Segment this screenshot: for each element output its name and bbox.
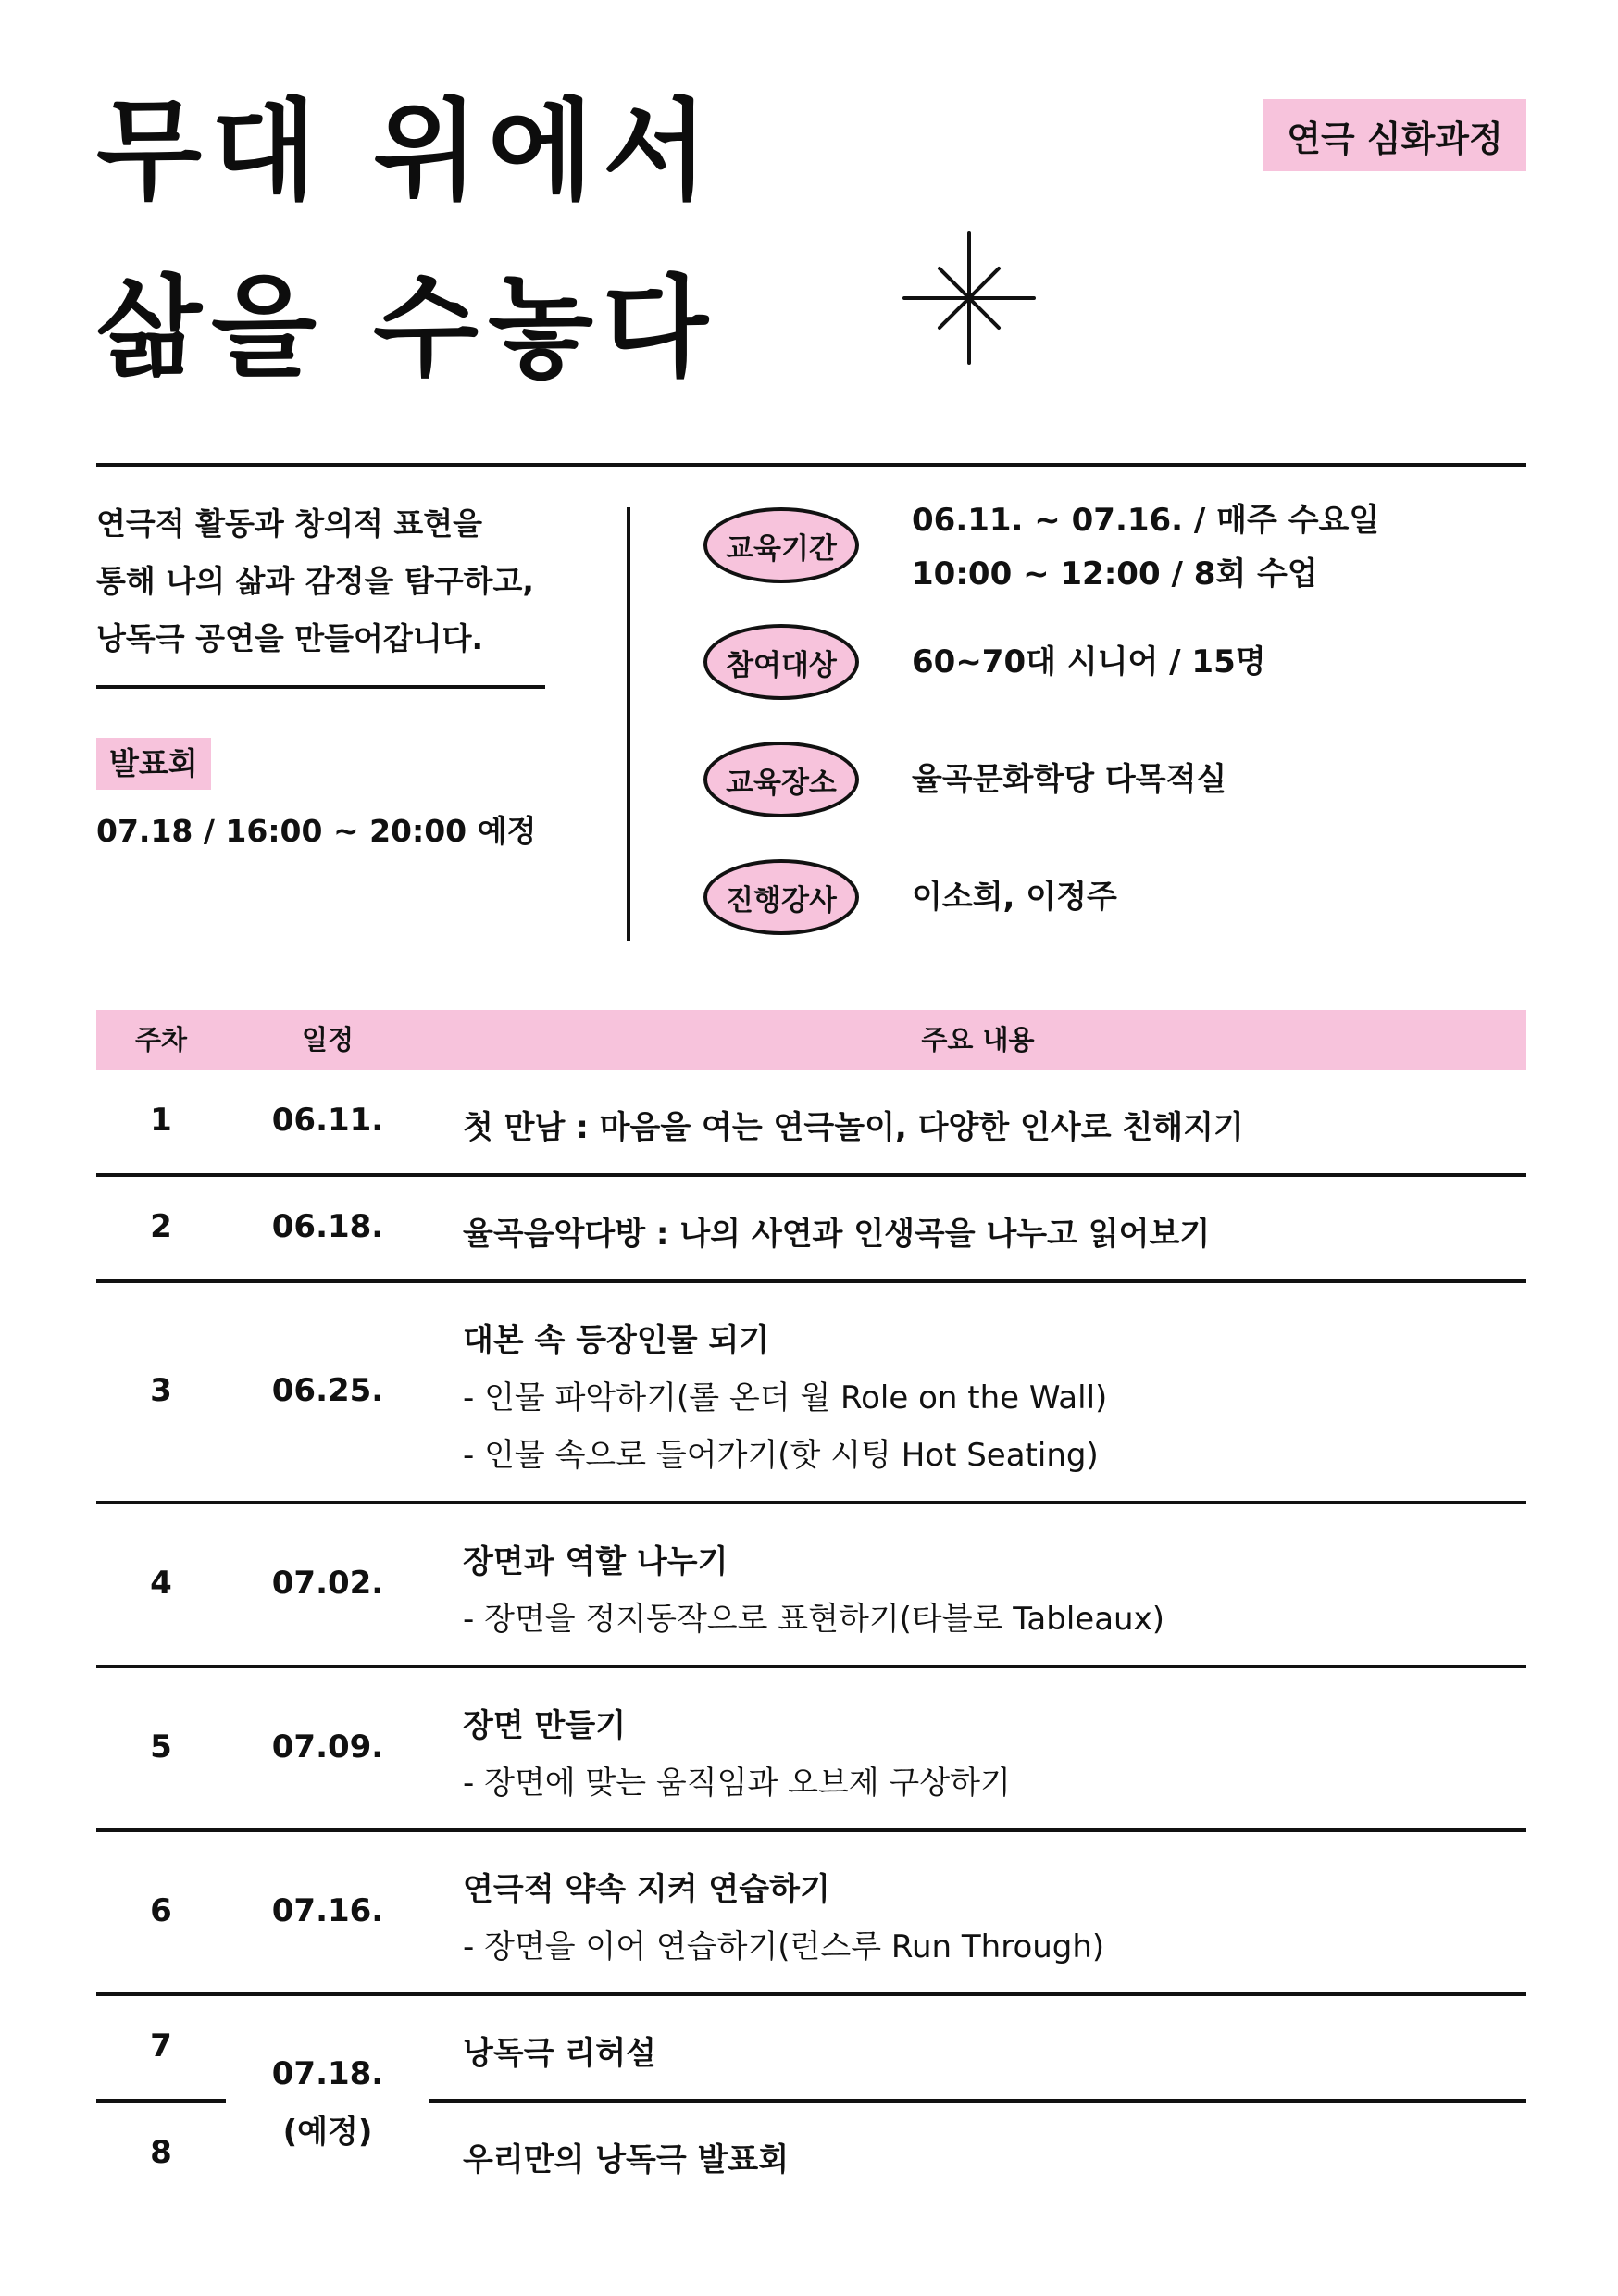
row-7-8-date: 07.18. (271, 2055, 384, 2092)
row-6-sub-1: - 장면을 이어 연습하기(런스루 Run Through) (463, 1928, 1105, 1965)
row-7-title: 낭독극 리허설 (463, 2035, 656, 2072)
info-value-instructor: 이소희, 이정주 (912, 879, 1117, 916)
row-4-title: 장면과 역할 나누기 (463, 1543, 728, 1580)
course-badge: 연극 심화과정 (1263, 99, 1526, 171)
row-7-content-divider (429, 2099, 1526, 2103)
schedule-table-header (96, 1010, 1526, 1070)
info-label-instructor: 진행강사 (703, 859, 859, 935)
info-value-time: 10:00 ~ 12:00 / 8회 수업 (912, 555, 1318, 593)
star-burst-icon (902, 231, 1036, 365)
row-3-title: 대본 속 등장인물 되기 (463, 1322, 770, 1359)
presentation-datetime: 07.18 / 16:00 ~ 20:00 예정 (96, 813, 537, 849)
info-label-period: 교육기간 (703, 507, 859, 583)
row-3-date: 06.25. (271, 1372, 384, 1409)
header-week: 주차 (134, 1024, 188, 1055)
header-divider (96, 463, 1526, 467)
row-divider (96, 1279, 1526, 1283)
row-5-date: 07.09. (271, 1728, 384, 1766)
row-8-week: 8 (150, 2134, 172, 2171)
info-vertical-divider (627, 507, 630, 941)
row-divider (96, 1828, 1526, 1832)
info-label-target: 참여대상 (703, 624, 859, 700)
row-2-title: 율곡음악다방 : 나의 사연과 인생곡을 나누고 읽어보기 (463, 1216, 1211, 1253)
row-4-date: 07.02. (271, 1565, 384, 1602)
row-3-sub-2: - 인물 속으로 들어가기(핫 시팅 Hot Seating) (463, 1437, 1099, 1474)
info-label-location: 교육장소 (703, 742, 859, 817)
row-3-week: 3 (150, 1372, 172, 1409)
header-date: 일정 (301, 1024, 355, 1055)
row-6-title: 연극적 약속 지켜 연습하기 (463, 1871, 830, 1908)
row-divider (96, 1665, 1526, 1668)
row-5-title: 장면 만들기 (463, 1707, 627, 1744)
row-1-date: 06.11. (271, 1102, 384, 1139)
row-divider (96, 1501, 1526, 1504)
row-5-week: 5 (150, 1728, 172, 1766)
row-divider (96, 1992, 1526, 1996)
row-1-week: 1 (150, 1102, 172, 1139)
row-6-date: 07.16. (271, 1892, 384, 1929)
row-3-sub-1: - 인물 파악하기(롤 온더 월 Role on the Wall) (463, 1379, 1108, 1416)
intro-divider (96, 685, 545, 689)
header-content: 주요 내용 (921, 1024, 1035, 1055)
row-7-8-date-note: (예정) (282, 2114, 373, 2151)
row-2-week: 2 (150, 1208, 172, 1245)
row-2-date: 06.18. (271, 1208, 384, 1245)
info-value-period: 06.11. ~ 07.16. / 매주 수요일 (912, 502, 1380, 539)
row-5-sub-1: - 장면에 맞는 움직임과 오브제 구상하기 (463, 1765, 1011, 1802)
row-6-week: 6 (150, 1892, 172, 1929)
row-1-title: 첫 만남 : 마음을 여는 연극놀이, 다양한 인사로 친해지기 (463, 1109, 1244, 1146)
row-7-week-divider (96, 2099, 226, 2103)
row-4-week: 4 (150, 1565, 172, 1602)
presentation-tag: 발표회 (96, 738, 211, 790)
info-value-target: 60~70대 시니어 / 15명 (912, 643, 1266, 680)
course-description: 연극적 활동과 창의적 표현을 통해 나의 삶과 감정을 탐구하고, 낭독극 공연을 만들어갑니다. (96, 505, 534, 656)
title-line-2: 삶을 수놓다 (96, 264, 718, 392)
info-value-location: 율곡문화학당 다목적실 (912, 761, 1227, 798)
title-line-1: 무대 위에서 (96, 87, 718, 215)
row-8-title: 우리만의 낭독극 발표회 (463, 2141, 790, 2178)
row-7-week: 7 (150, 2028, 172, 2065)
row-4-sub-1: - 장면을 정지동작으로 표현하기(타블로 Tableaux) (463, 1601, 1164, 1638)
row-divider (96, 1173, 1526, 1177)
